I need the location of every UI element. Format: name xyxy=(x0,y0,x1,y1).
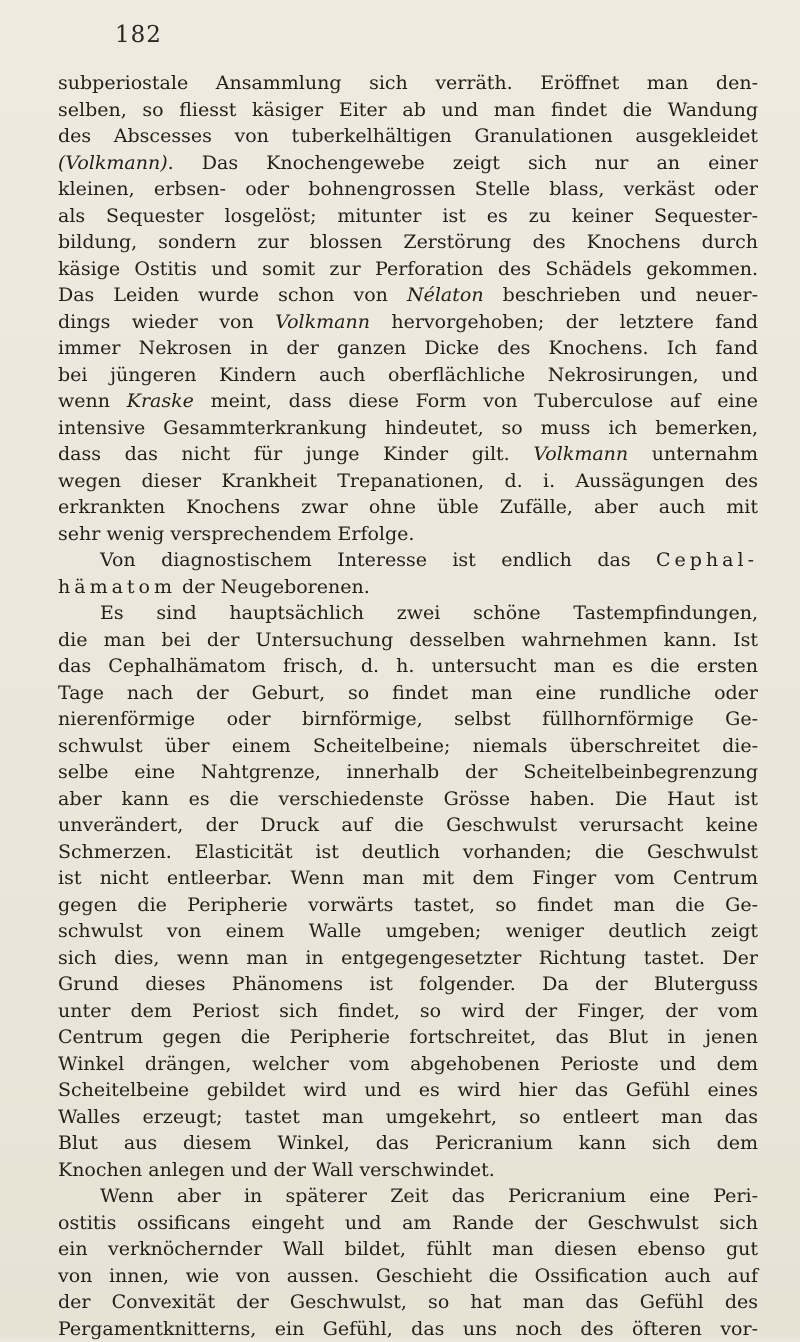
text-run: sehr wenig versprechendem Erfolge. xyxy=(58,523,414,545)
text-line xyxy=(58,998,758,1025)
text-line xyxy=(58,1183,758,1210)
text-line xyxy=(58,892,758,919)
text-run: selben, so fliesst käsiger Eiter ab und man findet die Wandung xyxy=(58,99,758,121)
text-run: nierenförmige oder birnförmige, selbst füllhornförmige Ge- xyxy=(58,708,758,730)
text-line xyxy=(58,1263,758,1290)
text-line xyxy=(58,574,758,601)
text-run: Knochen anlegen und der Wall verschwindet. xyxy=(58,1159,495,1181)
text-line xyxy=(58,1104,758,1131)
text-line xyxy=(58,600,758,627)
text-run: unternahm xyxy=(628,443,758,465)
page-number: 182 xyxy=(115,22,162,48)
text-line xyxy=(58,865,758,892)
text-line xyxy=(58,441,758,468)
author-citation: Volkmann xyxy=(533,443,628,465)
text-line xyxy=(58,706,758,733)
text-run: der Neugeborenen. xyxy=(176,576,370,598)
text-run: kleinen, erbsen- oder bohnengrossen Stelle blass, verkäst oder xyxy=(58,178,758,200)
text-run: intensive Gesammterkrankung hindeutet, so muss ich bemerken, xyxy=(58,417,758,439)
text-line xyxy=(58,150,758,177)
text-run: hervorgehoben; der letztere fand xyxy=(370,311,758,333)
text-run: Grund dieses Phänomens ist folgender. Da der Bluterguss xyxy=(58,973,758,995)
text-line xyxy=(58,468,758,495)
text-line xyxy=(58,1130,758,1157)
text-line xyxy=(58,680,758,707)
text-run: schwulst von einem Walle umgeben; weniger deutlich zeigt xyxy=(58,920,758,942)
text-line xyxy=(58,388,758,415)
text-line xyxy=(58,945,758,972)
text-run: käsige Ostitis und somit zur Perforation des Schädels gekommen. xyxy=(58,258,758,280)
text-run: immer Nekrosen in der ganzen Dicke des Knochens. Ich fand xyxy=(58,337,758,359)
text-line xyxy=(58,786,758,813)
text-run: dings wieder von xyxy=(58,311,275,333)
text-line xyxy=(58,839,758,866)
text-run: Das Leiden wurde schon von xyxy=(58,284,407,306)
term-emphasis: Cephal- xyxy=(656,549,758,571)
text-run: Winkel drängen, welcher vom abgehobenen Perioste und dem xyxy=(58,1053,758,1075)
text-run: selbe eine Nahtgrenze, innerhalb der Scheitelbeinbegrenzung xyxy=(58,761,758,783)
author-citation: (Volkmann) xyxy=(58,152,168,174)
text-line xyxy=(58,256,758,283)
text-run: die man bei der Untersuchung desselben wahrnehmen kann. Ist xyxy=(58,629,758,651)
body-text xyxy=(58,70,758,1342)
text-line xyxy=(58,1157,758,1184)
text-run: Pergamentknitterns, ein Gefühl, das uns noch des öfteren vor- xyxy=(58,1318,758,1340)
text-line xyxy=(58,97,758,124)
text-line xyxy=(58,415,758,442)
term-emphasis: hämatom xyxy=(58,576,176,598)
author-citation: Kraske xyxy=(127,390,194,412)
text-run: unter dem Periost sich findet, so wird der Finger, der vom xyxy=(58,1000,758,1022)
text-line xyxy=(58,547,758,574)
author-citation: Volkmann xyxy=(275,311,370,333)
text-run: Blut aus diesem Winkel, das Pericranium kann sich dem xyxy=(58,1132,758,1154)
text-line xyxy=(58,494,758,521)
text-run: Es sind hauptsächlich zwei schöne Tastempfindungen, xyxy=(100,602,758,624)
text-run: das Cephalhämatom frisch, d. h. untersucht man es die ersten xyxy=(58,655,758,677)
text-run: unverändert, der Druck auf die Geschwulst verursacht keine xyxy=(58,814,758,836)
author-citation: Nélaton xyxy=(407,284,484,306)
text-line xyxy=(58,229,758,256)
text-line xyxy=(58,1051,758,1078)
text-run: wenn xyxy=(58,390,127,412)
text-run: Centrum gegen die Peripherie fortschreitet, das Blut in jenen xyxy=(58,1026,758,1048)
text-line xyxy=(58,1316,758,1342)
text-run: von innen, wie von aussen. Geschieht die Ossification auch auf xyxy=(58,1265,758,1287)
text-line xyxy=(58,1289,758,1316)
text-run: Wenn aber in späterer Zeit das Pericranium eine Peri- xyxy=(100,1185,758,1207)
text-run: . Das Knochengewebe zeigt sich nur an einer xyxy=(168,152,758,174)
text-line xyxy=(58,653,758,680)
text-line xyxy=(58,282,758,309)
text-line xyxy=(58,1236,758,1263)
text-line xyxy=(58,759,758,786)
text-line xyxy=(58,1077,758,1104)
text-run: schwulst über einem Scheitelbeine; niemals überschreitet die- xyxy=(58,735,758,757)
text-run: erkrankten Knochens zwar ohne üble Zufälle, aber auch mit xyxy=(58,496,758,518)
text-line xyxy=(58,627,758,654)
text-run: dass das nicht für junge Kinder gilt. xyxy=(58,443,533,465)
text-run: ein verknöchernder Wall bildet, fühlt man diesen ebenso gut xyxy=(58,1238,758,1260)
text-run: sich dies, wenn man in entgegengesetzter Richtung tastet. Der xyxy=(58,947,758,969)
text-line xyxy=(58,362,758,389)
text-run: subperiostale Ansammlung sich verräth. Eröffnet man den- xyxy=(58,72,758,94)
text-run: Schmerzen. Elasticität ist deutlich vorhanden; die Geschwulst xyxy=(58,841,758,863)
text-run: ist nicht entleerbar. Wenn man mit dem Finger vom Centrum xyxy=(58,867,758,889)
text-line xyxy=(58,335,758,362)
text-run: Von diagnostischem Interesse ist endlich das xyxy=(100,549,656,571)
text-line xyxy=(58,309,758,336)
text-run: aber kann es die verschiedenste Grösse haben. Die Haut ist xyxy=(58,788,758,810)
text-run: der Convexität der Geschwulst, so hat man das Gefühl des xyxy=(58,1291,758,1313)
text-line xyxy=(58,733,758,760)
text-line xyxy=(58,971,758,998)
text-line xyxy=(58,918,758,945)
text-run: wegen dieser Krankheit Trepanationen, d. i. Aussägungen des xyxy=(58,470,758,492)
text-line xyxy=(58,812,758,839)
text-line xyxy=(58,123,758,150)
text-line xyxy=(58,521,758,548)
text-run: beschrieben und neuer- xyxy=(484,284,758,306)
text-run: des Abscesses von tuberkelhältigen Granulationen ausgekleidet xyxy=(58,125,758,147)
text-run: als Sequester losgelöst; mitunter ist es zu keiner Sequester- xyxy=(58,205,758,227)
text-run: bei jüngeren Kindern auch oberflächliche Nekrosirungen, und xyxy=(58,364,758,386)
text-run: gegen die Peripherie vorwärts tastet, so findet man die Ge- xyxy=(58,894,758,916)
text-run: Walles erzeugt; tastet man umgekehrt, so entleert man das xyxy=(58,1106,758,1128)
text-run: ostitis ossificans eingeht und am Rande der Geschwulst sich xyxy=(58,1212,758,1234)
text-run: Tage nach der Geburt, so findet man eine rundliche oder xyxy=(58,682,758,704)
text-line xyxy=(58,1024,758,1051)
text-line xyxy=(58,176,758,203)
text-line xyxy=(58,203,758,230)
text-run: bildung, sondern zur blossen Zerstörung des Knochens durch xyxy=(58,231,758,253)
text-line xyxy=(58,1210,758,1237)
text-line xyxy=(58,70,758,97)
text-run: meint, dass diese Form von Tuberculose auf eine xyxy=(194,390,758,412)
text-run: Scheitelbeine gebildet wird und es wird hier das Gefühl eines xyxy=(58,1079,758,1101)
